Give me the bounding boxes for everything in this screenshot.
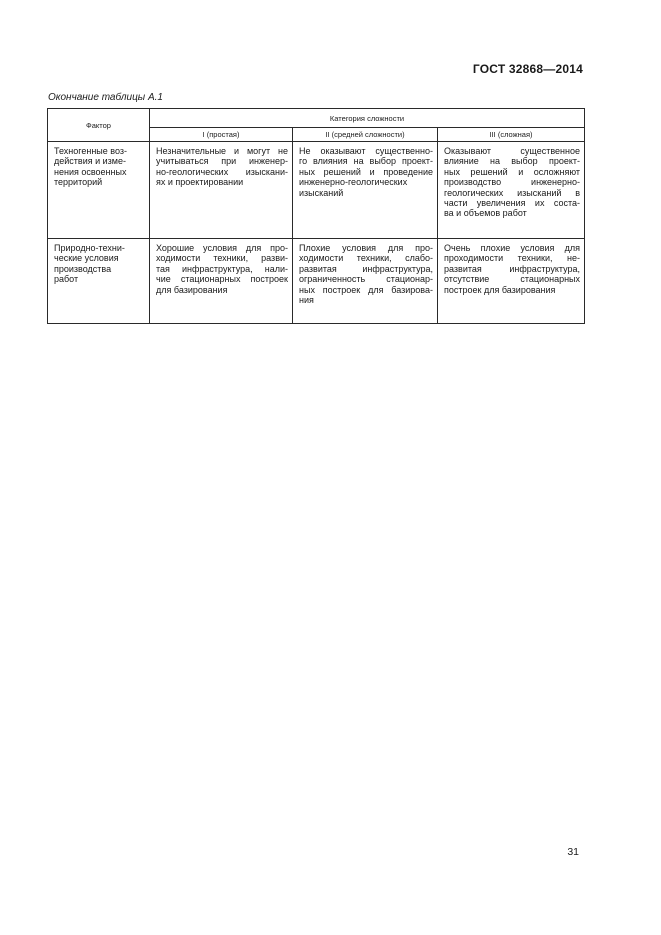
page-number: 31 — [567, 846, 579, 858]
cell-line: производство инженерно- — [444, 177, 581, 188]
table-row — [48, 239, 585, 324]
category-3-cell — [438, 142, 585, 239]
cell-line: отсутствие стационарных — [444, 274, 581, 285]
cell-line: ходимости техники, разви- — [156, 253, 288, 264]
table-caption: Окончание таблицы А.1 — [48, 92, 163, 103]
cell-line: построек для базирования — [444, 284, 556, 295]
cell-line: чие стационарных построек — [156, 274, 288, 285]
cell-line: Хорошие условия для про- — [156, 243, 288, 253]
cell-line: ходимости техники, слабо- — [299, 253, 433, 264]
cell-line: учитываться при инженер- — [156, 156, 288, 167]
cell-line: развитая инфраструктура, — [444, 263, 581, 274]
cell-line: Оказывают существенное — [444, 146, 581, 156]
cell-line: тая инфраструктура, нали- — [156, 263, 288, 274]
cell-line: развитая инфраструктура, — [299, 263, 433, 274]
cell-line: го влияния на выбор проект- — [299, 156, 433, 167]
table-row — [48, 142, 585, 239]
header-category-3: III (сложная) — [438, 128, 585, 142]
category-3-cell — [438, 239, 585, 324]
cell-line: Очень плохие условия для — [444, 243, 581, 253]
cell-line: изысканий — [299, 187, 344, 198]
document-code: ГОСТ 32868—2014 — [472, 62, 583, 76]
cell-line: производства — [54, 263, 112, 274]
cell-line: Плохие условия для про- — [299, 243, 433, 253]
cell-line: но-геологических изыскани- — [156, 166, 288, 177]
category-2-cell — [293, 142, 438, 239]
cell-line: действия и изме- — [54, 156, 126, 167]
factor-cell — [48, 142, 150, 239]
cell-line: ческие условия — [54, 253, 119, 264]
cell-line: ных решений и осложняют — [444, 166, 581, 177]
cell-line: ях и проектировании — [156, 177, 244, 188]
cell-line: работ — [54, 274, 79, 285]
cell-line: части увеличения их соста- — [444, 198, 581, 209]
cell-line: инженерно-геологических — [299, 177, 408, 188]
cell-line: проходимости техники, не- — [444, 253, 581, 264]
cell-line: Незначительные и могут не — [156, 146, 288, 156]
cell-line: влияние на выбор проект- — [444, 156, 581, 167]
category-1-cell — [150, 142, 293, 239]
factor-cell — [48, 239, 150, 324]
cell-line: ва и объемов работ — [444, 208, 527, 219]
cell-line: геологических изысканий в — [444, 187, 581, 198]
header-category-1: I (простая) — [150, 128, 293, 142]
header-category-2: II (средней сложности) — [293, 128, 438, 142]
cell-line: ния — [299, 295, 314, 306]
header-complexity-category: Категория сложности — [150, 109, 585, 128]
category-2-cell — [293, 239, 438, 324]
cell-line: нения освоенных — [54, 166, 127, 177]
cell-line: Не оказывают существенно- — [299, 146, 433, 156]
cell-line: ных решений и проведение — [299, 166, 433, 177]
category-1-cell — [150, 239, 293, 324]
cell-line: территорий — [54, 177, 103, 188]
cell-line: для базирования — [156, 284, 228, 295]
cell-line: ограниченность стационар- — [299, 274, 433, 285]
cell-line: Природно-техни- — [54, 243, 125, 253]
complexity-table — [47, 108, 585, 324]
cell-line: ных построек для базирова- — [299, 284, 433, 295]
cell-line: Техногенные воз- — [54, 146, 127, 156]
header-factor: Фактор — [48, 109, 150, 142]
